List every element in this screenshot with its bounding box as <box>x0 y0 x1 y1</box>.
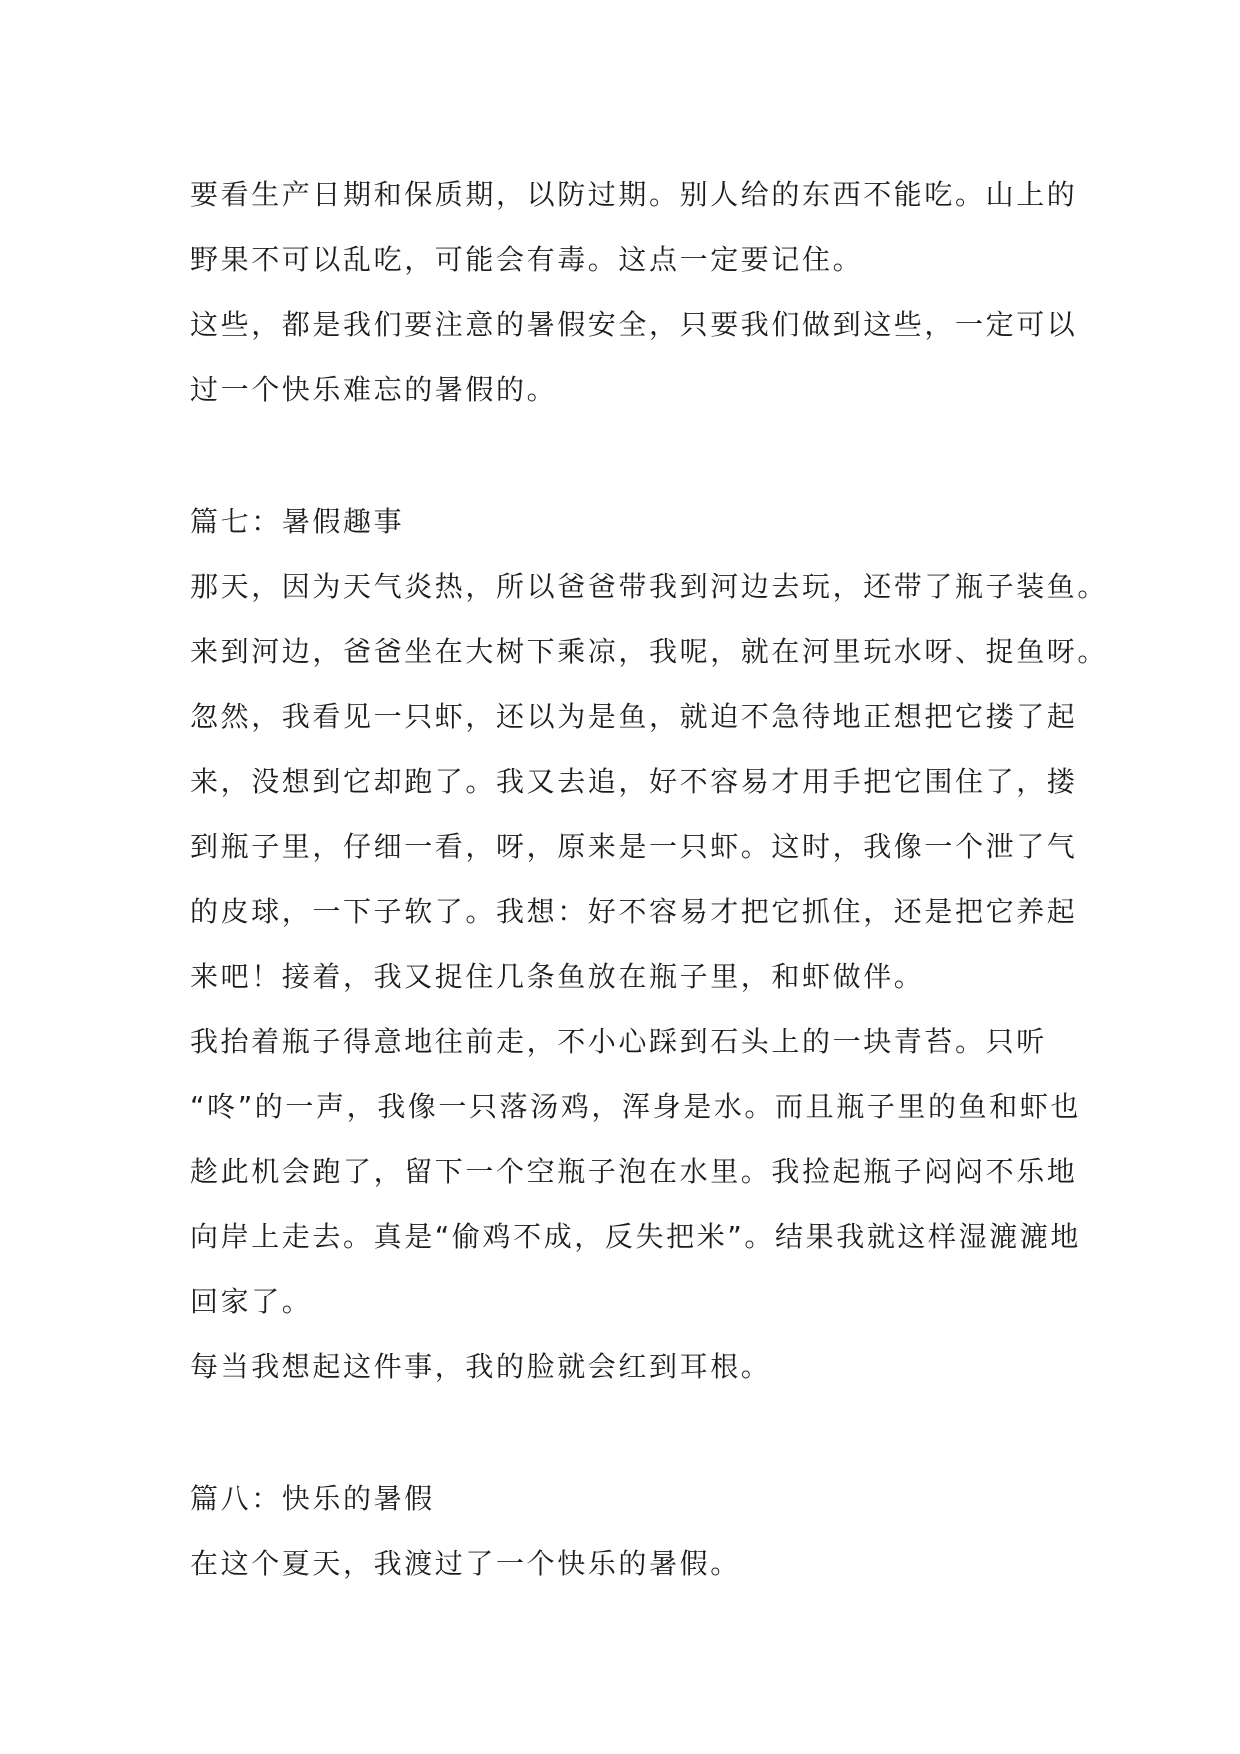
text-line: 趁此机会跑了，留下一个空瓶子泡在水里。我捡起瓶子闷闷不乐地 <box>190 1155 1078 1188</box>
text-line: 来，没想到它却跑了。我又去追，好不容易才用手把它围住了，搂 <box>190 765 1078 798</box>
text-line: 过一个快乐难忘的暑假的。 <box>190 373 558 406</box>
text-line: 忽然，我看见一只虾，还以为是鱼，就迫不急待地正想把它搂了起 <box>190 700 1078 733</box>
text-line: 要看生产日期和保质期，以防过期。别人给的东西不能吃。山上的 <box>190 178 1078 211</box>
text-line: 野果不可以乱吃，可能会有毒。这点一定要记住。 <box>190 243 864 276</box>
text-line: 到瓶子里，仔细一看，呀，原来是一只虾。这时，我像一个泄了气 <box>190 830 1078 863</box>
text-line: 来吧！接着，我又捉住几条鱼放在瓶子里，和虾做伴。 <box>190 960 925 993</box>
text-line: 来到河边，爸爸坐在大树下乘凉，我呢，就在河里玩水呀、捉鱼呀。 <box>190 635 1109 668</box>
section-heading: 篇七：暑假趣事 <box>190 505 405 538</box>
text-line: 那天，因为天气炎热，所以爸爸带我到河边去玩，还带了瓶子装鱼。 <box>190 570 1109 603</box>
text-line: “咚”的一声，我像一只落汤鸡，浑身是水。而且瓶子里的鱼和虾也 <box>190 1090 1082 1123</box>
text-line: 在这个夏天，我渡过了一个快乐的暑假。 <box>190 1547 741 1580</box>
text-line: 的皮球，一下子软了。我想：好不容易才把它抓住，还是把它养起 <box>190 895 1078 928</box>
text-line: 我抬着瓶子得意地往前走，不小心踩到石头上的一块青苔。只听 <box>190 1025 1047 1058</box>
text-line: 回家了。 <box>190 1285 313 1318</box>
text-line: 每当我想起这件事，我的脸就会红到耳根。 <box>190 1350 772 1383</box>
section-heading: 篇八：快乐的暑假 <box>190 1482 435 1515</box>
text-line: 这些，都是我们要注意的暑假安全，只要我们做到这些，一定可以 <box>190 308 1078 341</box>
text-line: 向岸上走去。真是“偷鸡不成，反失把米”。结果我就这样湿漉漉地 <box>190 1220 1082 1253</box>
